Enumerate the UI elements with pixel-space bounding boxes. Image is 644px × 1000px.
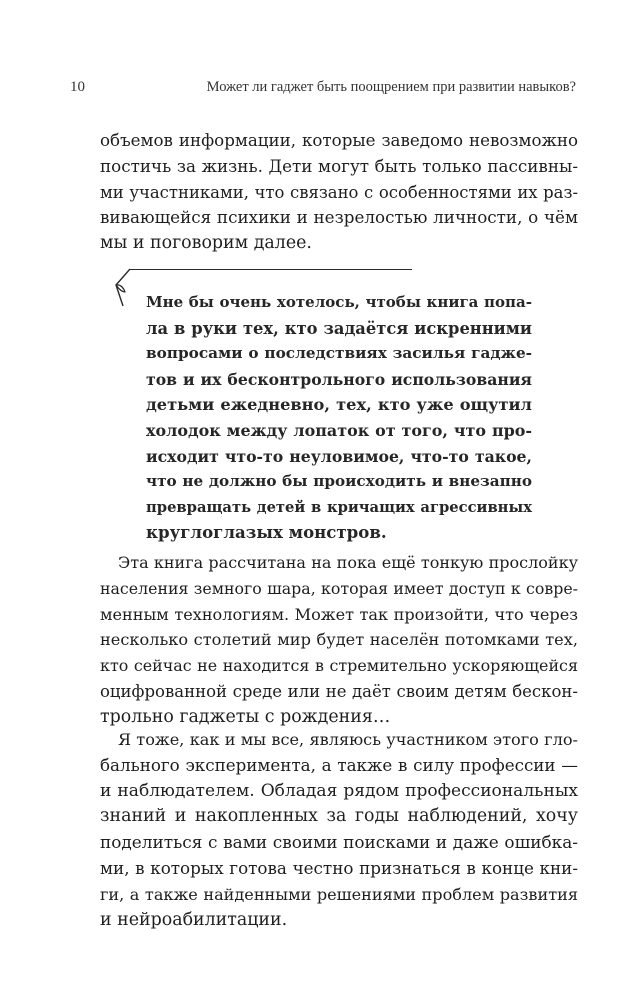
callout-line: круглоглазых монстров. [146,522,387,543]
text-line: Я тоже, как и мы все, являюсь участником этого гло- [118,730,578,749]
text-line: ми, в которых готова честно признаться в конце кни- [100,857,578,878]
text-line: кто сейчас не находится в стремительно ускоряющейся [100,656,578,676]
callout-line: ла в руки тех, кто задаётся искренними [146,318,532,338]
text-line: трольно гаджеты с рождения… [100,706,391,727]
callout-line: вопросами о последствиях засилья гадже- [146,344,532,363]
text-line: поделиться с вами своими поисками и даже ошибка- [100,832,578,853]
text-line: ги, а также найденными решениями проблем развития [100,884,578,904]
text-line: Эта книга рассчитана на пока ещё тонкую прослойку [118,553,578,572]
text-line: знаний и накопленных за годы наблюдений, хочу [100,806,578,827]
callout-line: что не должно бы происходить и внезапно [146,472,532,491]
callout-line: холодок между лопаток от того, что про- [146,420,532,440]
callout-line: детьми ежедневно, тех, кто уже ощутил [146,395,532,415]
callout-line: исходит что-то неуловимое, что-то такое, [146,446,532,466]
callout-line: превращать детей в кричащих агрессивных [146,498,532,516]
text-line: и наблюдателем. Обладая рядом профессиональных [100,780,578,801]
text-line: мы и поговорим далее. [100,233,312,254]
text-line: бального эксперимента, а также в силу профессии — [100,754,578,775]
callout-quote [146,290,532,546]
text-line: менным технологиям. Может так произойти, что через [100,604,578,624]
running-head-title: Может ли гаджет быть поощрением при развитии навыков? [206,79,576,95]
paragraph-continuation [100,128,578,257]
callout-line: тов и их бесконтрольного использования [146,369,532,389]
text-line: объемов информации, которые заведомо невозможно [100,131,578,150]
text-line: оцифрованной среде или не даёт своим детям бескон- [100,681,578,701]
callout-line: Мне бы очень хотелось, чтобы книга попа- [146,293,532,311]
text-line: и нейроабилитации. [100,909,288,930]
paragraph [100,727,578,933]
text-line: несколько столетий мир будет населён потомками тех, [100,630,578,650]
callout-top-rule [130,269,412,270]
text-line: вивающейся психики и незрелостью личности, о чём [100,207,578,228]
text-line: постичь за жизнь. Дети могут быть только пассивны- [100,155,578,176]
text-line: населения земного шара, которая имеет доступ к совре- [100,578,578,598]
text-line: ми участниками, что связано с особенностями их раз- [100,182,578,202]
page-number: 10 [70,79,85,95]
paragraph [100,550,578,731]
